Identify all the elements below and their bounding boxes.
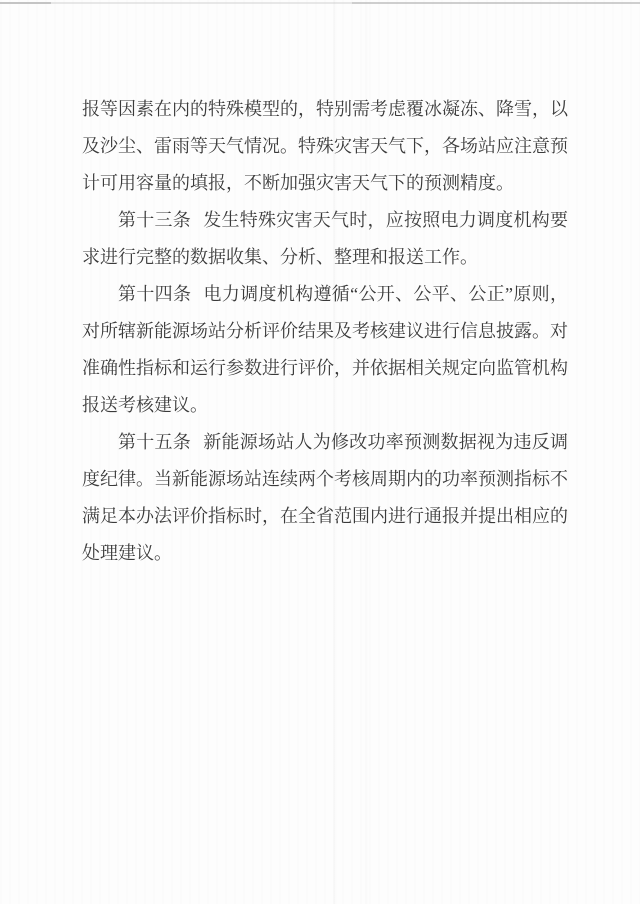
article-number: 第十四条	[118, 284, 192, 304]
paragraph: 第十五条 新能源场站人为修改功率预测数据视为违反调度纪律。当新能源场站连续两个考核周期内的功率预测指标不满足本办法评价指标时，在全省范围内进行通报并提出相应的处理建议。	[82, 432, 569, 563]
article-number: 第十三条	[118, 210, 192, 230]
paragraph: 第十四条 电力调度机构遵循“公开、公平、公正”原则，对所辖新能源场站分析评价结果及考核建议进行信息披露。对准确性指标和运行参数进行评价，并依据相关规定向监管机构报送考核建议。	[82, 284, 568, 415]
paragraph: 第十三条 发生特殊灾害天气时，应按照电力调度机构要求进行完整的数据收集、分析、整理和报送工作。	[82, 210, 569, 267]
scan-edge-line	[0, 2, 640, 4]
article-number: 第十五条	[118, 432, 192, 452]
paragraph: 报等因素在内的特殊模型的，特别需考虑覆冰凝冻、降雪，以及沙尘、雷雨等天气情况。特殊灾害天气下，各场站应注意预计可用容量的填报，不断加强灾害天气下的预测精度。	[82, 99, 568, 193]
document-text-block	[82, 91, 568, 572]
